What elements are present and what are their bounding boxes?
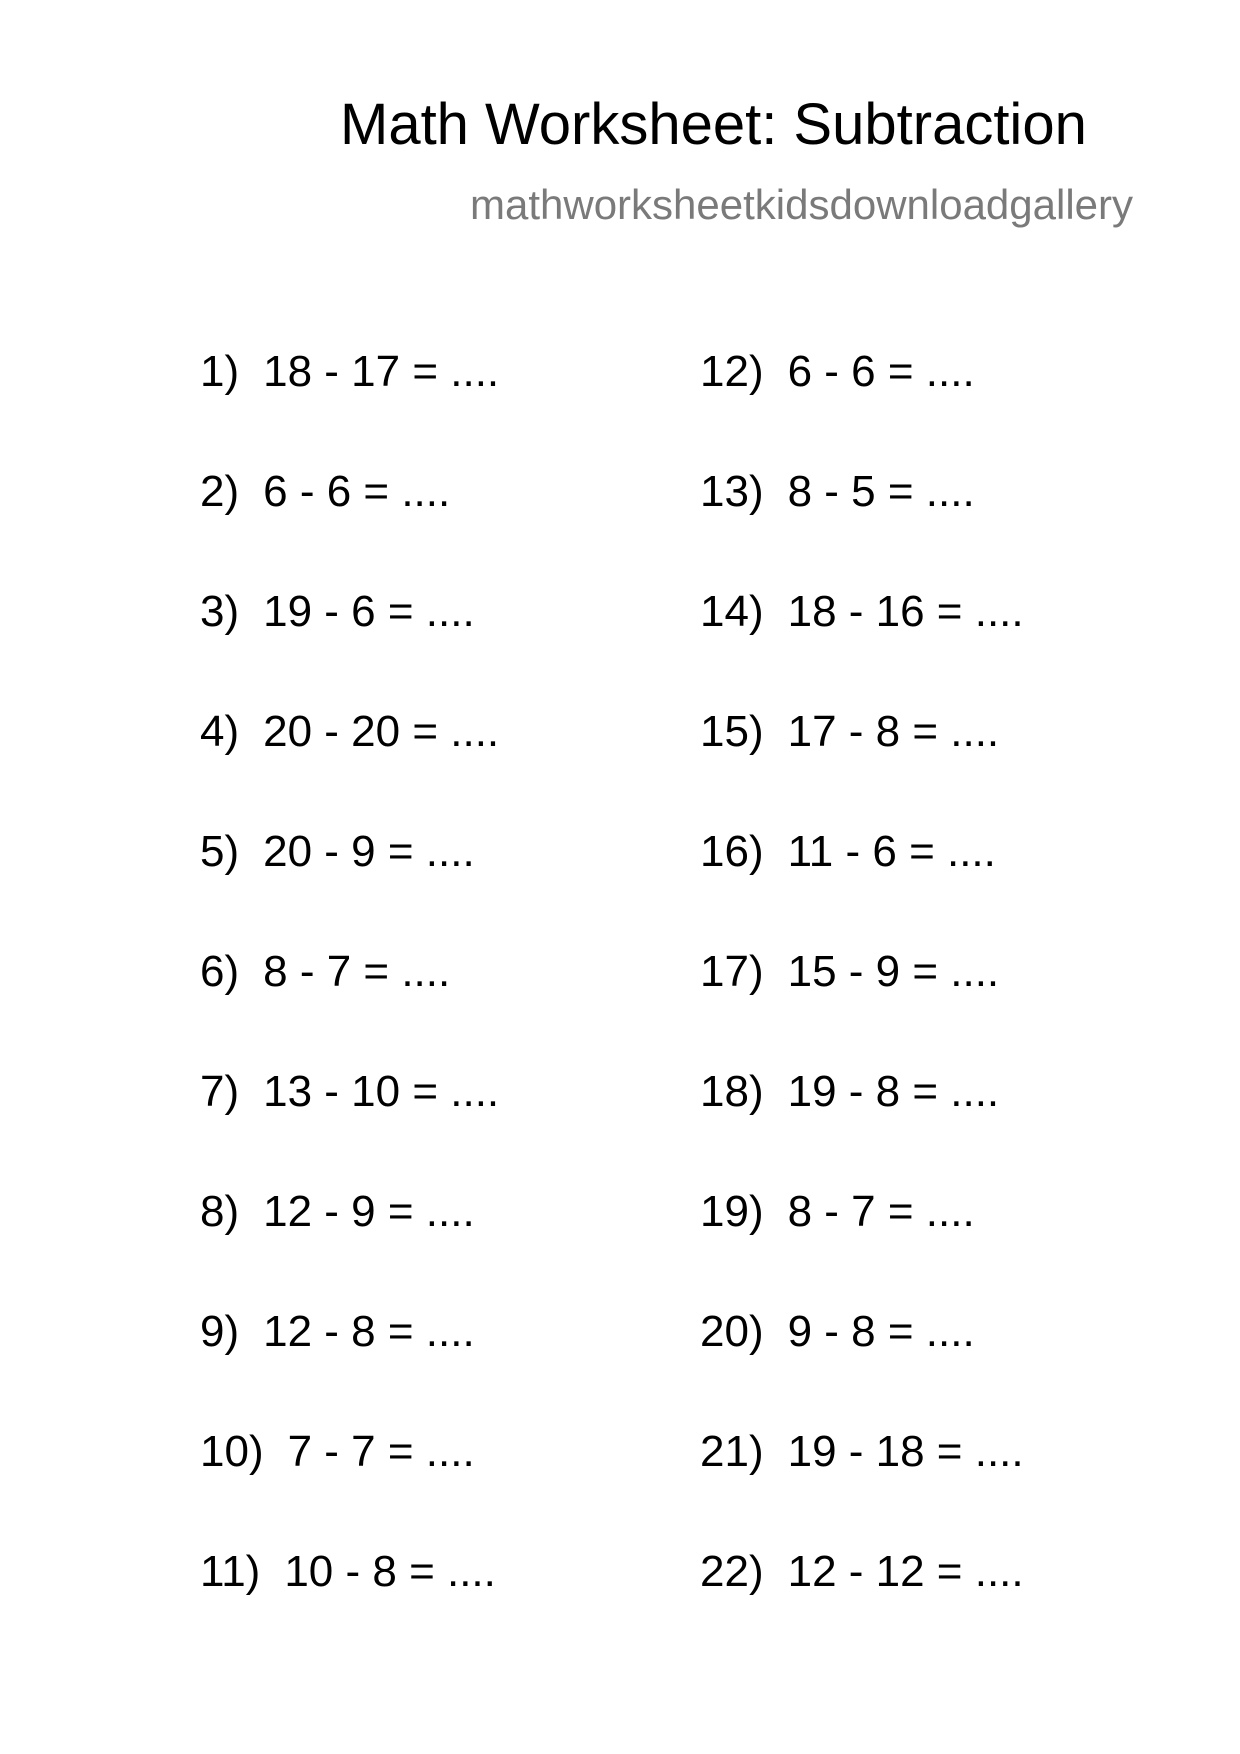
problem-number: 22) xyxy=(700,1547,764,1596)
problem-item xyxy=(700,947,1024,1070)
problem-item xyxy=(700,707,1024,830)
problem-expression: 9 - 8 = .... xyxy=(787,1307,975,1356)
problem-expression: 10 - 8 = .... xyxy=(284,1547,496,1596)
problem-column-left xyxy=(200,347,500,1670)
problem-number: 13) xyxy=(700,467,764,516)
problem-number: 11) xyxy=(200,1547,261,1596)
problem-number: 18) xyxy=(700,1067,764,1116)
problem-expression: 17 - 8 = .... xyxy=(787,707,1000,756)
problem-item xyxy=(700,1307,1024,1430)
problem-expression: 8 - 5 = .... xyxy=(787,467,975,516)
problem-number: 1) xyxy=(200,347,240,396)
problem-number: 15) xyxy=(700,707,764,756)
problem-number: 2) xyxy=(200,467,240,516)
problem-expression: 6 - 6 = .... xyxy=(263,467,451,516)
problem-item xyxy=(700,347,1024,470)
problem-number: 7) xyxy=(200,1067,240,1116)
problem-item xyxy=(200,1067,500,1190)
problem-item xyxy=(700,587,1024,710)
problem-expression: 20 - 20 = .... xyxy=(263,707,500,756)
problem-expression: 18 - 17 = .... xyxy=(263,347,500,396)
problem-expression: 12 - 12 = .... xyxy=(787,1547,1024,1596)
problem-item xyxy=(200,1427,499,1550)
problem-item xyxy=(200,467,499,590)
problem-item xyxy=(200,587,499,710)
problem-item xyxy=(200,707,500,830)
problem-expression: 20 - 9 = .... xyxy=(263,827,475,876)
problem-item xyxy=(700,467,1024,590)
problem-item xyxy=(200,827,499,950)
problem-item xyxy=(200,947,499,1070)
problem-column-right xyxy=(700,347,1024,1670)
site-subtitle: mathworksheetkidsdownloadgallery xyxy=(470,181,1134,228)
problem-number: 9) xyxy=(200,1307,240,1356)
page-title: Math Worksheet: Subtraction xyxy=(340,92,1087,157)
problem-number: 8) xyxy=(200,1187,240,1236)
problem-number: 6) xyxy=(200,947,240,996)
problem-expression: 15 - 9 = .... xyxy=(787,947,1000,996)
problem-expression: 19 - 8 = .... xyxy=(787,1067,1000,1116)
problem-item xyxy=(700,1547,1024,1670)
problem-expression: 8 - 7 = .... xyxy=(263,947,451,996)
problem-number: 19) xyxy=(700,1187,764,1236)
problem-item xyxy=(700,1187,1024,1310)
problem-number: 4) xyxy=(200,707,240,756)
problem-item xyxy=(700,827,1024,950)
problem-item xyxy=(200,1307,499,1430)
problem-number: 10) xyxy=(200,1427,264,1476)
problem-number: 20) xyxy=(700,1307,764,1356)
problem-expression: 11 - 6 = .... xyxy=(787,827,996,876)
problem-expression: 13 - 10 = .... xyxy=(263,1067,500,1116)
problem-expression: 8 - 7 = .... xyxy=(787,1187,975,1236)
problem-expression: 19 - 18 = .... xyxy=(787,1427,1024,1476)
problem-expression: 12 - 9 = .... xyxy=(263,1187,475,1236)
problem-expression: 19 - 6 = .... xyxy=(263,587,475,636)
problem-number: 16) xyxy=(700,827,764,876)
problem-expression: 12 - 8 = .... xyxy=(263,1307,475,1356)
problem-item xyxy=(200,347,500,470)
problem-number: 17) xyxy=(700,947,764,996)
problem-expression: 7 - 7 = .... xyxy=(287,1427,475,1476)
problem-expression: 6 - 6 = .... xyxy=(787,347,975,396)
problem-item xyxy=(700,1067,1024,1190)
problem-item xyxy=(200,1187,499,1310)
problem-number: 12) xyxy=(700,347,764,396)
problem-number: 21) xyxy=(700,1427,764,1476)
problem-number: 14) xyxy=(700,587,764,636)
problem-item xyxy=(700,1427,1024,1550)
problem-expression: 18 - 16 = .... xyxy=(787,587,1024,636)
problem-number: 5) xyxy=(200,827,240,876)
problem-number: 3) xyxy=(200,587,240,636)
problem-item xyxy=(200,1547,499,1670)
